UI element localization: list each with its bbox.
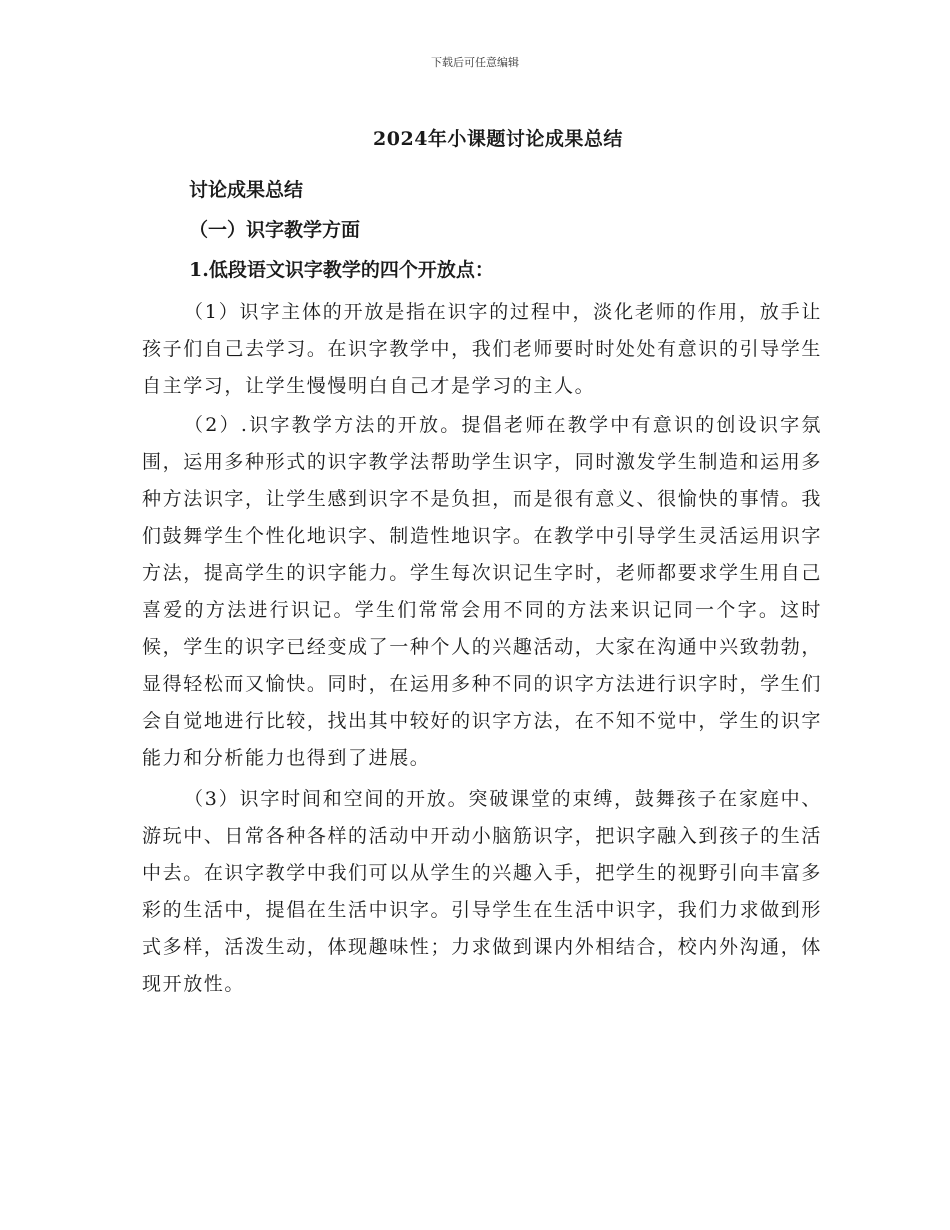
paragraph-2: （2）.识字教学方法的开放。提倡老师在教学中有意识的创设识字氛围，运用多种形式的识字教学法帮助学生识字，同时激发学生制造和运用多种方法识字，让学生感到识字不是负担，而是很有意义、很愉快的事情。我们鼓舞学生个性化地识字、制造性地识字。在教学中引导学生灵活运用识字方法，提高学生的识字能力。学生每次识记生字时，老师都要求学生用自己喜爱的方法进行识记。学生们常常会用不同的方法来识记同一个字。这时候，学生的识字已经变成了一种个人的兴趣活动，大家在沟通中兴致勃勃，显得轻松而又愉快。同时，在运用多种不同的识字方法进行识字时，学生们会自觉地进行比较，找出其中较好的识字方法，在不知不觉中，学生的识字能力和分析能力也得到了进展。 bbox=[142, 414, 822, 769]
paragraph-1: （1）识字主体的开放是指在识字的过程中，淡化老师的作用，放手让孩子们自己去学习。在识字教学中，我们老师要时时处处有意识的引导学生自主学习，让学生慢慢明白自己才是学习的主人。 bbox=[142, 301, 822, 397]
header-note: 下载后可任意编辑 bbox=[431, 56, 519, 69]
document-body bbox=[142, 170, 822, 1003]
subsection-heading: （一）识字教学方面 bbox=[189, 219, 361, 241]
point-heading: 1.低段语文识字教学的四个开放点： bbox=[189, 259, 494, 281]
section-heading: 讨论成果总结 bbox=[189, 179, 304, 201]
paragraph-3: （3）识字时间和空间的开放。突破课堂的束缚，鼓舞孩子在家庭中、游玩中、日常各种各样的活动中开动小脑筋识字，把识字融入到孩子的生活中去。在识字教学中我们可以从学生的兴趣入手，把学生的视野引向丰富多彩的生活中，提倡在生活中识字。引导学生在生活中识字，我们力求做到形式多样，活泼生动，体现趣味性；力求做到课内外相结合，校内外沟通，体现开放性。 bbox=[142, 788, 822, 995]
document-title: 2024年小课题讨论成果总结 bbox=[373, 128, 623, 150]
